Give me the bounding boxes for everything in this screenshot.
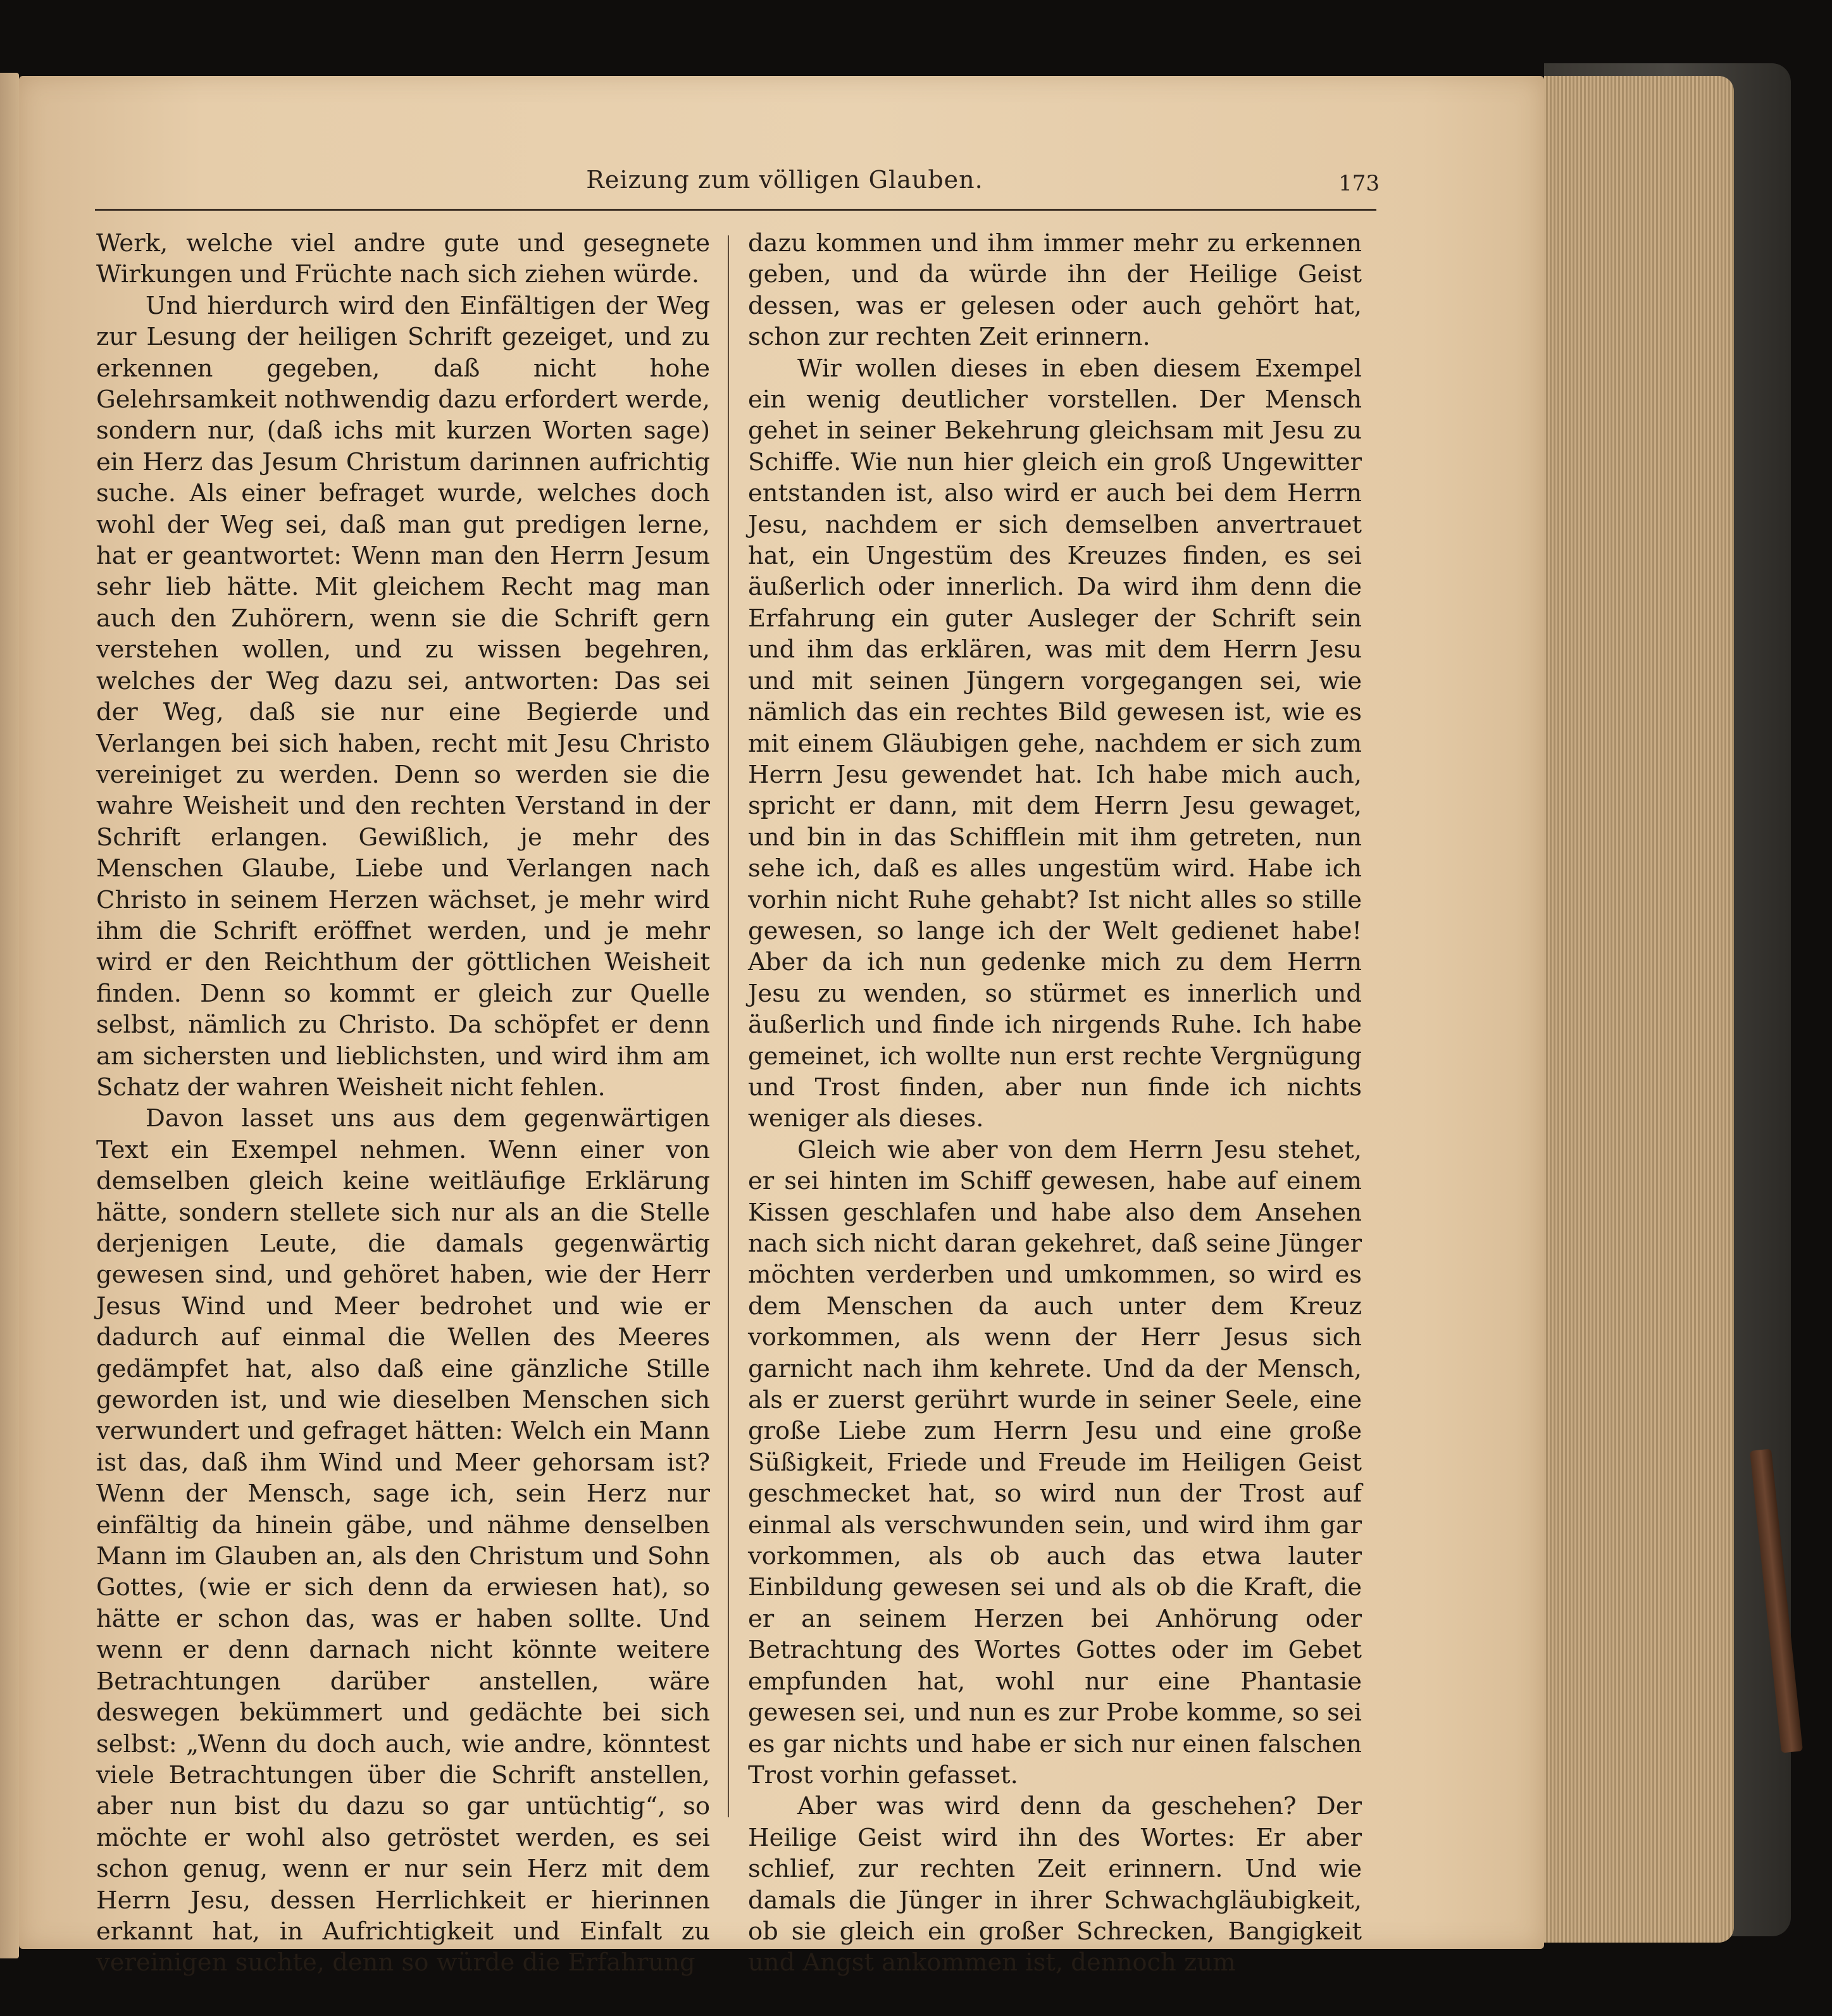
left-text-column xyxy=(96,228,710,1977)
paragraph: dazu kommen und ihm immer mehr zu erkennen geben, und da würde ihn der Heilige Geist dessen, was er gelesen oder auch gehört hat, schon zur rechten Zeit erinnern. xyxy=(748,229,1362,352)
left-page-edge xyxy=(0,73,19,1958)
header-rule xyxy=(95,209,1376,211)
paragraph: Gleich wie aber von dem Herrn Jesu stehet, er sei hinten im Schiff gewesen, habe auf einem Kissen geschlafen und habe also dem Ansehen nach sich nicht daran gekehret, daß seine Jünger möchten verderben und umkommen, so wird es dem Menschen da auch unter dem Kreuz vorkommen, als wenn der Herr Jesus sich garnicht nach ihm kehrete. Und da der Mensch, als er zuerst gerührt wurde in seiner Seele, eine große Liebe zum Herrn Jesu und eine große Süßigkeit, Friede und Freude im Heiligen Geist geschmecket hat, so wird nun der Trost auf einmal als verschwunden sein, und wird ihm gar vorkommen, als ob auch das etwa lauter Einbildung gewesen sei und als ob die Kraft, die er an seinem Herzen bei Anhörung oder Betrachtung des Wortes Gottes oder im Gebet empfunden hat, wohl nur eine Phantasie gewesen sei, und nun es zur Probe komme, so sei es gar nichts und habe er sich nur einen falschen Trost vorhin gefasset. xyxy=(748,1135,1362,1789)
page-edges xyxy=(1544,76,1734,1943)
paragraph: Davon lasset uns aus dem gegenwärtigen Text ein Exempel nehmen. Wenn einer von demselben gleich keine weitläufige Erklärung hätte, sondern stellete sich nur als an die Stelle derjenigen Leute, die damals gegenwärtig gewesen sind, und gehöret haben, wie der Herr Jesus Wind und Meer bedrohet und wie er dadurch auf einmal die Wellen des Meeres gedämpfet hat, also daß eine gänzliche Stille geworden ist, und wie dieselben Menschen sich verwundert und gefraget hätten: Welch ein Mann ist das, daß ihm Wind und Meer gehorsam ist? Wenn der Mensch, sage ich, sein Herz nur einfältig da hinein gäbe, und nähme denselben Mann im Glauben an, als den Christum und Sohn Gottes, (wie er sich denn da erwiesen hat), so hätte er schon das, was er haben sollte. Und wenn er denn darnach nicht könnte weitere Betrachtungen darüber anstellen, wäre deswegen bekümmert und gedächte bei sich selbst: „Wenn du doch auch, wie andre, könntest viele Betrachtungen über die Schrift anstellen, aber nun bist du dazu so gar untüchtig“, so möchte er wohl also getröstet werden, es sei schon genug, wenn er nur sein Herz mit dem Herrn Jesu, dessen Herrlichkeit er hierinnen erkannt hat, in Aufrichtigkeit und Einfalt zu vereinigen suchte, denn so würde die Erfahrung xyxy=(96,1104,710,1977)
paragraph: Werk, welche viel andre gute und gesegnete Wirkungen und Früchte nach sich ziehen würde. xyxy=(96,229,710,289)
column-divider xyxy=(728,235,729,1817)
page-number: 173 xyxy=(1338,171,1380,196)
right-text-column xyxy=(748,228,1362,1977)
paragraph: Wir wollen dieses in eben diesem Exempel ein wenig deutlicher vorstellen. Der Mensch gehet in seiner Bekehrung gleichsam mit Jesu zu Schiffe. Wie nun hier gleich ein groß Ungewitter entstanden ist, also wird er auch bei dem Herrn Jesu, nachdem er sich demselben anvertrauet hat, ein Ungestüm des Kreuzes finden, es sei äußerlich oder innerlich. Da wird ihm denn die Erfahrung ein guter Ausleger der Schrift sein und ihm das erklären, was mit dem Herrn Jesu und mit seinen Jüngern vorgegangen sei, wie nämlich das ein rechtes Bild gewesen ist, wie es mit einem Gläubigen gehe, nachdem er sich zum Herrn Jesu gewendet hat. Ich habe mich auch, spricht er dann, mit dem Herrn Jesu gewaget, und bin in das Schifflein mit ihm getreten, nun sehe ich, daß es alles ungestüm wird. Habe ich vorhin nicht Ruhe gehabt? Ist nicht alles so stille gewesen, so lange ich der Welt gedienet habe! Aber da ich nun gedenke mich zu dem Herrn Jesu zu wenden, so stürmet es innerlich und äußerlich und finde ich nirgends Ruhe. Ich habe gemeinet, ich wollte nun erst rechte Vergnügung und Trost finden, aber nun finde ich nichts weniger als dieses. xyxy=(748,354,1362,1133)
paragraph: Und hierdurch wird den Einfältigen der Weg zur Lesung der heiligen Schrift gezeiget, und zu erkennen gegeben, daß nicht hohe Gelehrsamkeit nothwendig dazu erfordert werde, sondern nur, (daß ichs mit kurzen Worten sage) ein Herz das Jesum Christum darinnen aufrichtig suche. Als einer befraget wurde, welches doch wohl der Weg sei, daß man gut predigen lerne, hat er geantwortet: Wenn man den Herrn Jesum sehr lieb hätte. Mit gleichem Recht mag man auch den Zuhörern, wenn sie die Schrift gern verstehen wollen, und zu wissen begehren, welches der Weg dazu sei, antworten: Das sei der Weg, daß sie nur eine Begierde und Verlangen bei sich haben, recht mit Jesu Christo vereiniget zu werden. Denn so werden sie die wahre Weisheit und den rechten Verstand in der Schrift erlangen. Gewißlich, je mehr des Menschen Glaube, Liebe und Verlangen nach Christo in seinem Herzen wächset, je mehr wird ihm die Schrift eröffnet werden, und je mehr wird er den Reichthum der göttlichen Weisheit finden. Denn so kommt er gleich zur Quelle selbst, nämlich zu Christo. Da schöpfet er denn am sichersten und lieblichsten, und wird ihm am Schatz der wahren Weisheit nicht fehlen. xyxy=(96,291,710,1102)
running-head: Reizung zum völligen Glauben. xyxy=(586,166,983,194)
paragraph: Aber was wird denn da geschehen? Der Heilige Geist wird ihn des Wortes: Er aber schlief, zur rechten Zeit erinnern. Und wie damals die Jünger in ihrer Schwachgläubigkeit, ob sie gleich ein großer Schrecken, Bangigkeit und Angst ankommen ist, dennoch zum xyxy=(748,1792,1362,1977)
